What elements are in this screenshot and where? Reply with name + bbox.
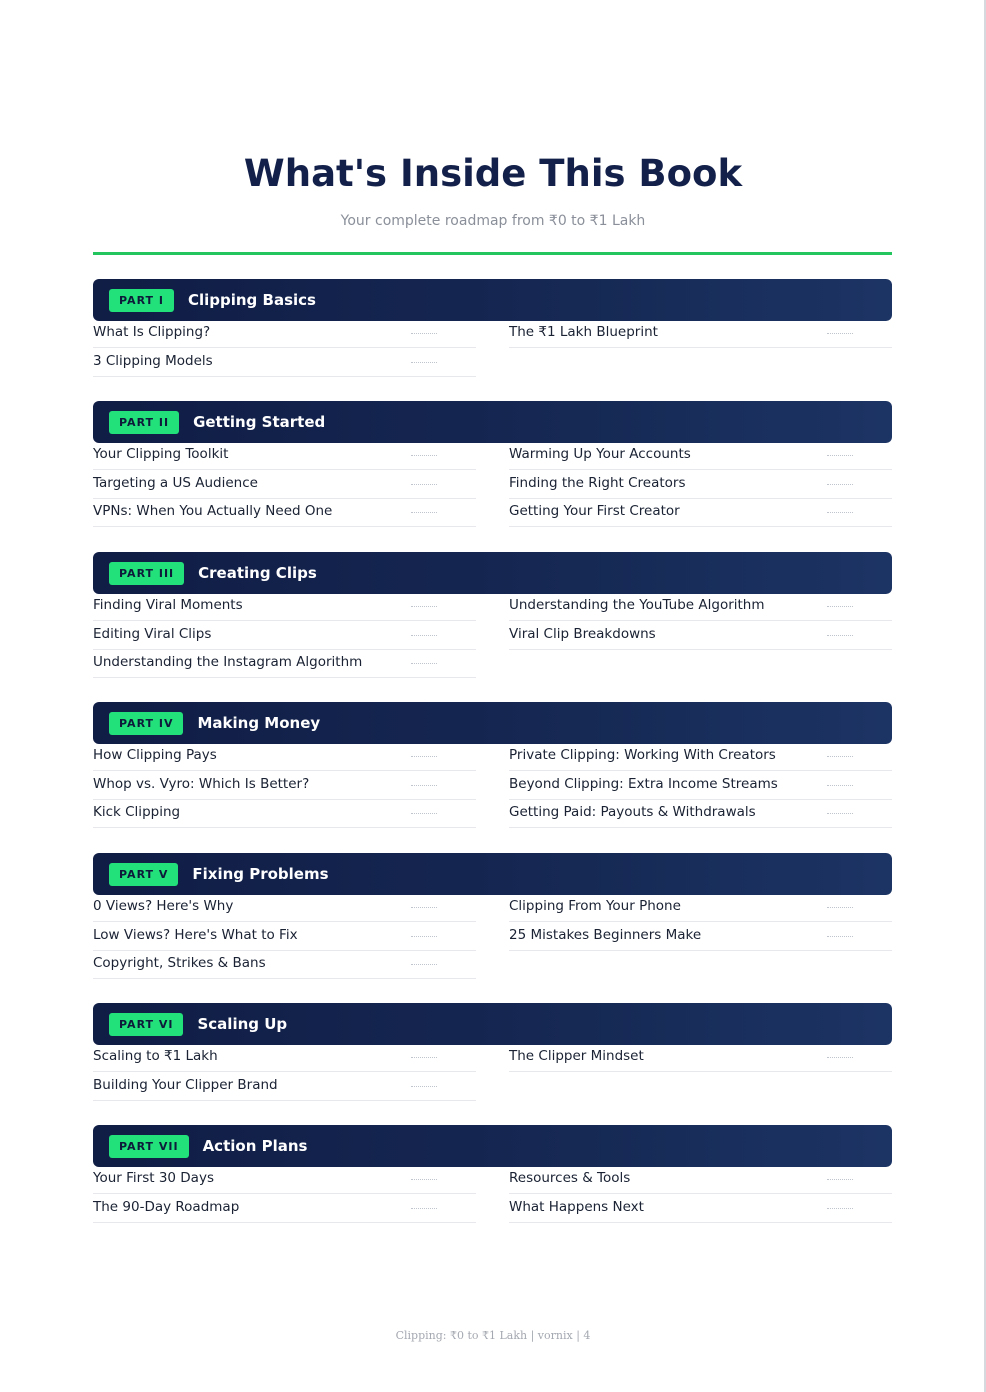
chapter-entry[interactable] (93, 1166, 476, 1194)
chapter-entry[interactable] (509, 800, 892, 828)
chapter-title: Finding the Right Creators (509, 474, 686, 491)
dot-leader (411, 484, 437, 485)
dot-leader (827, 455, 853, 456)
part-header (93, 552, 892, 594)
part-header (93, 1003, 892, 1045)
page-title: What's Inside This Book (243, 152, 743, 195)
part-badge: PART IV (109, 712, 183, 735)
chapter-entry[interactable] (93, 442, 476, 470)
dot-leader (411, 512, 437, 513)
dot-leader (411, 663, 437, 664)
chapter-entry[interactable] (509, 442, 892, 470)
dot-leader (411, 1179, 437, 1180)
chapter-entry[interactable] (93, 894, 476, 922)
chapter-title: Scaling to ₹1 Lakh (93, 1048, 218, 1064)
chapter-entry[interactable] (93, 951, 476, 979)
dot-leader (827, 756, 853, 757)
part-title: Action Plans (202, 1137, 308, 1155)
chapter-title: Targeting a US Audience (93, 474, 258, 491)
chapter-title: Clipping From Your Phone (509, 898, 681, 914)
dot-leader (827, 512, 853, 513)
chapter-title: Finding Viral Moments (93, 597, 243, 613)
dot-leader (411, 964, 437, 965)
part-header (93, 702, 892, 744)
chapter-title: How Clipping Pays (93, 747, 217, 763)
chapter-entry[interactable] (93, 743, 476, 771)
part-title: Clipping Basics (187, 291, 316, 309)
dot-leader (411, 936, 437, 937)
chapter-entry[interactable] (509, 1195, 892, 1223)
chapter-entry[interactable] (93, 1195, 476, 1223)
part-badge: PART V (109, 863, 178, 886)
chapter-title: Low Views? Here's What to Fix (93, 926, 298, 943)
dot-leader (827, 1057, 853, 1058)
chapter-title: 3 Clipping Models (93, 352, 213, 369)
part-title: Making Money (197, 714, 321, 732)
chapter-title: Editing Viral Clips (93, 625, 212, 642)
chapter-title: The 90-Day Roadmap (93, 1198, 240, 1215)
chapter-entry[interactable] (93, 320, 476, 348)
chapter-title: The ₹1 Lakh Blueprint (509, 324, 658, 340)
dot-leader (411, 455, 437, 456)
part-header (93, 853, 892, 895)
chapter-entry[interactable] (509, 1166, 892, 1194)
chapter-entry[interactable] (509, 499, 892, 527)
dot-leader (827, 333, 853, 334)
chapter-title: Copyright, Strikes & Bans (93, 955, 266, 972)
chapter-title: What Is Clipping? (93, 324, 211, 340)
title-divider (93, 252, 892, 255)
part-badge: PART VI (109, 1013, 183, 1036)
chapter-title: Private Clipping: Working With Creators (509, 747, 776, 763)
chapter-title: Getting Paid: Payouts & Withdrawals (509, 804, 756, 821)
part-badge: PART II (109, 411, 179, 434)
chapter-entry[interactable] (509, 622, 892, 650)
chapter-entry[interactable] (509, 471, 892, 499)
chapter-title: Understanding the Instagram Algorithm (93, 654, 363, 671)
chapter-title: Your Clipping Toolkit (93, 446, 229, 462)
part-header (93, 1125, 892, 1167)
chapter-title: Resources & Tools (509, 1170, 631, 1186)
dot-leader (411, 785, 437, 786)
dot-leader (827, 785, 853, 786)
dot-leader (827, 635, 853, 636)
chapter-entry[interactable] (93, 499, 476, 527)
chapter-entry[interactable] (509, 923, 892, 951)
part-header (93, 401, 892, 443)
part-title: Fixing Problems (192, 865, 329, 883)
dot-leader (411, 333, 437, 334)
dot-leader (411, 1086, 437, 1087)
dot-leader (827, 606, 853, 607)
dot-leader (411, 606, 437, 607)
dot-leader (411, 635, 437, 636)
chapter-entry[interactable] (93, 471, 476, 499)
chapter-entry[interactable] (93, 349, 476, 377)
chapter-entry[interactable] (93, 923, 476, 951)
chapter-entry[interactable] (509, 894, 892, 922)
chapter-entry[interactable] (93, 622, 476, 650)
chapter-entry[interactable] (509, 772, 892, 800)
dot-leader (411, 1057, 437, 1058)
chapter-title: 25 Mistakes Beginners Make (509, 926, 702, 943)
chapter-title: 0 Views? Here's Why (93, 898, 234, 914)
chapter-title: Your First 30 Days (93, 1170, 214, 1186)
chapter-title: Getting Your First Creator (509, 503, 680, 520)
chapter-title: The Clipper Mindset (509, 1048, 644, 1064)
chapter-title: Whop vs. Vyro: Which Is Better? (93, 775, 310, 792)
chapter-entry[interactable] (93, 800, 476, 828)
dot-leader (411, 813, 437, 814)
chapter-title: Kick Clipping (93, 804, 181, 821)
part-badge: PART I (109, 289, 174, 312)
dot-leader (827, 1208, 853, 1209)
dot-leader (411, 907, 437, 908)
chapter-title: Building Your Clipper Brand (93, 1076, 278, 1093)
chapter-title: Understanding the YouTube Algorithm (509, 597, 765, 613)
chapter-entry[interactable] (93, 650, 476, 678)
chapter-entry[interactable] (93, 1073, 476, 1101)
chapter-entry[interactable] (93, 593, 476, 621)
part-header (93, 279, 892, 321)
dot-leader (827, 907, 853, 908)
dot-leader (827, 1179, 853, 1180)
chapter-entry[interactable] (509, 1044, 892, 1072)
dot-leader (411, 362, 437, 363)
dot-leader (411, 756, 437, 757)
dot-leader (827, 484, 853, 485)
chapter-entry[interactable] (509, 320, 892, 348)
part-title: Scaling Up (197, 1015, 288, 1033)
page-subtitle: Your complete roadmap from ₹0 to ₹1 Lakh (340, 213, 646, 229)
dot-leader (827, 813, 853, 814)
part-badge: PART VII (109, 1135, 189, 1158)
chapter-title: Viral Clip Breakdowns (509, 625, 656, 642)
chapter-title: What Happens Next (509, 1198, 644, 1215)
page-footer: Clipping: ₹0 to ₹1 Lakh | vornix | 4 (395, 1329, 591, 1342)
chapter-entry[interactable] (93, 772, 476, 800)
chapter-title: Warming Up Your Accounts (509, 446, 691, 462)
dot-leader (827, 936, 853, 937)
part-title: Getting Started (193, 413, 326, 431)
chapter-title: Beyond Clipping: Extra Income Streams (509, 775, 778, 792)
dot-leader (411, 1208, 437, 1209)
part-badge: PART III (109, 562, 184, 585)
chapter-entry[interactable] (509, 743, 892, 771)
part-title: Creating Clips (198, 564, 317, 582)
chapter-entry[interactable] (93, 1044, 476, 1072)
chapter-entry[interactable] (509, 593, 892, 621)
chapter-title: VPNs: When You Actually Need One (93, 503, 333, 520)
